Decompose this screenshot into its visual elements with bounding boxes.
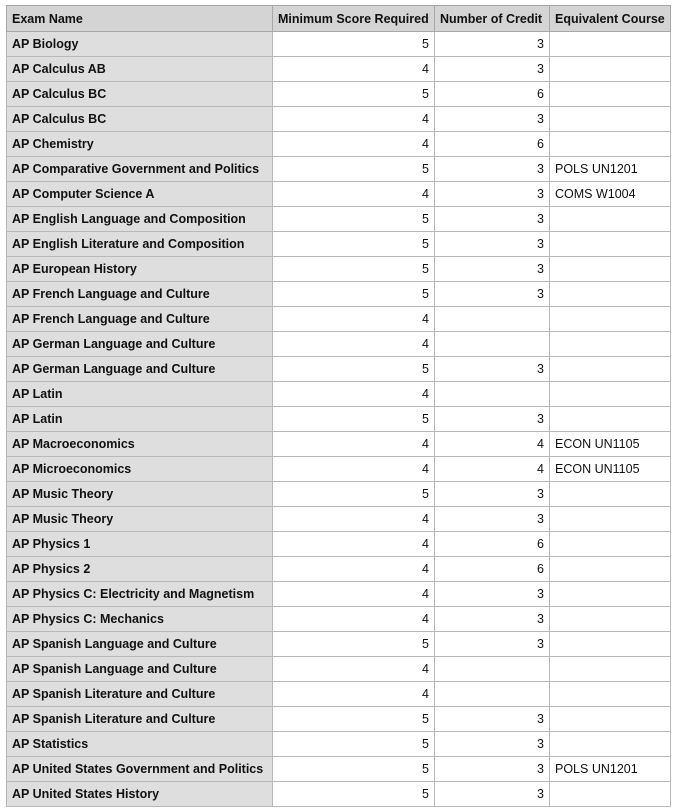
header-number-of-credit[interactable]: Number of Credit	[435, 6, 550, 32]
equivalent-course-cell[interactable]	[550, 82, 671, 107]
header-minimum-score[interactable]: Minimum Score Required	[273, 6, 435, 32]
table-row	[7, 782, 671, 807]
exam-name-cell[interactable]: AP French Language and Culture	[7, 282, 273, 307]
equivalent-course-cell[interactable]	[550, 532, 671, 557]
exam-name-cell[interactable]: AP Spanish Language and Culture	[7, 657, 273, 682]
exam-name-cell[interactable]: AP Macroeconomics	[7, 432, 273, 457]
credit-cell[interactable]	[435, 657, 550, 682]
exam-name-cell[interactable]: AP Music Theory	[7, 507, 273, 532]
credit-cell[interactable]: 3	[435, 157, 550, 182]
table-row	[7, 632, 671, 657]
min-score-cell[interactable]: 5	[273, 357, 435, 382]
credit-cell[interactable]	[435, 682, 550, 707]
table-row	[7, 157, 671, 182]
ap-credit-table	[6, 5, 671, 807]
header-exam-name[interactable]: Exam Name	[7, 6, 273, 32]
credit-cell[interactable]: 3	[435, 32, 550, 57]
credit-cell[interactable]: 3	[435, 207, 550, 232]
credit-cell[interactable]: 3	[435, 607, 550, 632]
credit-cell[interactable]: 3	[435, 482, 550, 507]
exam-name-cell[interactable]: AP Calculus AB	[7, 57, 273, 82]
exam-name-cell[interactable]: AP Latin	[7, 407, 273, 432]
credit-cell[interactable]: 3	[435, 407, 550, 432]
min-score-cell[interactable]: 5	[273, 632, 435, 657]
min-score-cell[interactable]: 4	[273, 432, 435, 457]
table-row	[7, 132, 671, 157]
min-score-cell[interactable]: 4	[273, 332, 435, 357]
table-row	[7, 607, 671, 632]
equivalent-course-cell[interactable]: ECON UN1105	[550, 457, 671, 482]
exam-name-cell[interactable]: AP German Language and Culture	[7, 332, 273, 357]
min-score-cell[interactable]: 4	[273, 582, 435, 607]
table-row	[7, 182, 671, 207]
credit-cell[interactable]: 3	[435, 57, 550, 82]
min-score-cell[interactable]: 4	[273, 607, 435, 632]
exam-name-cell[interactable]: AP Microeconomics	[7, 457, 273, 482]
equivalent-course-cell[interactable]	[550, 232, 671, 257]
min-score-cell[interactable]: 5	[273, 707, 435, 732]
credit-cell[interactable]	[435, 307, 550, 332]
credit-cell[interactable]	[435, 332, 550, 357]
exam-name-cell[interactable]: AP English Language and Composition	[7, 207, 273, 232]
credit-cell[interactable]: 3	[435, 757, 550, 782]
min-score-cell[interactable]: 4	[273, 307, 435, 332]
exam-name-cell[interactable]: AP Latin	[7, 382, 273, 407]
exam-name-cell[interactable]: AP Physics 1	[7, 532, 273, 557]
equivalent-course-cell[interactable]	[550, 107, 671, 132]
exam-name-cell[interactable]: AP European History	[7, 257, 273, 282]
min-score-cell[interactable]: 4	[273, 532, 435, 557]
min-score-cell[interactable]: 4	[273, 657, 435, 682]
credit-cell[interactable]: 3	[435, 707, 550, 732]
table-row	[7, 582, 671, 607]
equivalent-course-cell[interactable]	[550, 332, 671, 357]
table-row	[7, 482, 671, 507]
exam-name-cell[interactable]: AP English Literature and Composition	[7, 232, 273, 257]
min-score-cell[interactable]: 5	[273, 407, 435, 432]
credit-cell[interactable]: 3	[435, 357, 550, 382]
credit-cell[interactable]: 6	[435, 132, 550, 157]
min-score-cell[interactable]: 4	[273, 682, 435, 707]
equivalent-course-cell[interactable]	[550, 782, 671, 807]
credit-cell[interactable]: 3	[435, 782, 550, 807]
equivalent-course-cell[interactable]: POLS UN1201	[550, 757, 671, 782]
min-score-cell[interactable]: 5	[273, 207, 435, 232]
equivalent-course-cell[interactable]	[550, 207, 671, 232]
min-score-cell[interactable]: 5	[273, 232, 435, 257]
credit-cell[interactable]	[435, 382, 550, 407]
table-row	[7, 682, 671, 707]
credit-cell[interactable]: 3	[435, 107, 550, 132]
exam-name-cell[interactable]: AP Spanish Language and Culture	[7, 632, 273, 657]
credit-cell[interactable]: 3	[435, 182, 550, 207]
table-row	[7, 332, 671, 357]
credit-cell[interactable]: 3	[435, 507, 550, 532]
equivalent-course-cell[interactable]	[550, 382, 671, 407]
equivalent-course-cell[interactable]	[550, 682, 671, 707]
exam-name-cell[interactable]: AP Statistics	[7, 732, 273, 757]
min-score-cell[interactable]: 4	[273, 382, 435, 407]
exam-name-cell[interactable]: AP Calculus BC	[7, 107, 273, 132]
min-score-cell[interactable]: 4	[273, 507, 435, 532]
equivalent-course-cell[interactable]: ECON UN1105	[550, 432, 671, 457]
exam-name-cell[interactable]: AP Biology	[7, 32, 273, 57]
header-equivalent-course[interactable]: Equivalent Course	[550, 6, 671, 32]
table-row	[7, 282, 671, 307]
equivalent-course-cell[interactable]	[550, 482, 671, 507]
exam-name-cell[interactable]: AP Spanish Literature and Culture	[7, 682, 273, 707]
min-score-cell[interactable]: 5	[273, 282, 435, 307]
min-score-cell[interactable]: 5	[273, 32, 435, 57]
credit-cell[interactable]: 4	[435, 457, 550, 482]
header-row	[7, 6, 671, 32]
exam-name-cell[interactable]: AP Physics 2	[7, 557, 273, 582]
table-row	[7, 657, 671, 682]
min-score-cell[interactable]: 4	[273, 132, 435, 157]
min-score-cell[interactable]: 5	[273, 257, 435, 282]
equivalent-course-cell[interactable]	[550, 357, 671, 382]
equivalent-course-cell[interactable]	[550, 657, 671, 682]
equivalent-course-cell[interactable]	[550, 257, 671, 282]
table-row	[7, 82, 671, 107]
exam-name-cell[interactable]: AP Comparative Government and Politics	[7, 157, 273, 182]
credit-cell[interactable]: 6	[435, 82, 550, 107]
equivalent-course-cell[interactable]	[550, 632, 671, 657]
equivalent-course-cell[interactable]	[550, 307, 671, 332]
table-row	[7, 257, 671, 282]
table-row	[7, 382, 671, 407]
equivalent-course-cell[interactable]	[550, 32, 671, 57]
exam-name-cell[interactable]: AP Chemistry	[7, 132, 273, 157]
equivalent-course-cell[interactable]	[550, 282, 671, 307]
table-row	[7, 357, 671, 382]
credit-cell[interactable]: 6	[435, 532, 550, 557]
table-row	[7, 232, 671, 257]
min-score-cell[interactable]: 4	[273, 107, 435, 132]
credit-cell[interactable]: 4	[435, 432, 550, 457]
min-score-cell[interactable]: 5	[273, 757, 435, 782]
credit-cell[interactable]: 3	[435, 582, 550, 607]
table-row	[7, 532, 671, 557]
min-score-cell[interactable]: 4	[273, 457, 435, 482]
table-row	[7, 107, 671, 132]
min-score-cell[interactable]: 5	[273, 482, 435, 507]
table-row	[7, 432, 671, 457]
credit-cell[interactable]: 3	[435, 282, 550, 307]
equivalent-course-cell[interactable]	[550, 132, 671, 157]
equivalent-course-cell[interactable]	[550, 732, 671, 757]
exam-name-cell[interactable]: AP Physics C: Electricity and Magnetism	[7, 582, 273, 607]
exam-name-cell[interactable]: AP German Language and Culture	[7, 357, 273, 382]
credit-cell[interactable]: 3	[435, 232, 550, 257]
equivalent-course-cell[interactable]: COMS W1004	[550, 182, 671, 207]
equivalent-course-cell[interactable]	[550, 407, 671, 432]
equivalent-course-cell[interactable]: POLS UN1201	[550, 157, 671, 182]
exam-name-cell[interactable]: AP Physics C: Mechanics	[7, 607, 273, 632]
equivalent-course-cell[interactable]	[550, 507, 671, 532]
table-row	[7, 57, 671, 82]
exam-name-cell[interactable]: AP Spanish Literature and Culture	[7, 707, 273, 732]
equivalent-course-cell[interactable]	[550, 582, 671, 607]
credit-cell[interactable]: 6	[435, 557, 550, 582]
credit-cell[interactable]: 3	[435, 257, 550, 282]
equivalent-course-cell[interactable]	[550, 707, 671, 732]
min-score-cell[interactable]: 5	[273, 157, 435, 182]
equivalent-course-cell[interactable]	[550, 557, 671, 582]
exam-name-cell[interactable]: AP United States History	[7, 782, 273, 807]
table-row	[7, 707, 671, 732]
exam-name-cell[interactable]: AP Music Theory	[7, 482, 273, 507]
min-score-cell[interactable]: 5	[273, 82, 435, 107]
equivalent-course-cell[interactable]	[550, 607, 671, 632]
table-row	[7, 207, 671, 232]
min-score-cell[interactable]: 4	[273, 57, 435, 82]
exam-name-cell[interactable]: AP Calculus BC	[7, 82, 273, 107]
min-score-cell[interactable]: 5	[273, 732, 435, 757]
table-row	[7, 507, 671, 532]
exam-name-cell[interactable]: AP Computer Science A	[7, 182, 273, 207]
credit-cell[interactable]: 3	[435, 632, 550, 657]
table-row	[7, 557, 671, 582]
table-row	[7, 407, 671, 432]
min-score-cell[interactable]: 4	[273, 182, 435, 207]
equivalent-course-cell[interactable]	[550, 57, 671, 82]
table-row	[7, 457, 671, 482]
table-row	[7, 32, 671, 57]
min-score-cell[interactable]: 5	[273, 782, 435, 807]
credit-cell[interactable]: 3	[435, 732, 550, 757]
table-row	[7, 307, 671, 332]
exam-name-cell[interactable]: AP United States Government and Politics	[7, 757, 273, 782]
table-row	[7, 732, 671, 757]
exam-name-cell[interactable]: AP French Language and Culture	[7, 307, 273, 332]
table-row	[7, 757, 671, 782]
min-score-cell[interactable]: 4	[273, 557, 435, 582]
